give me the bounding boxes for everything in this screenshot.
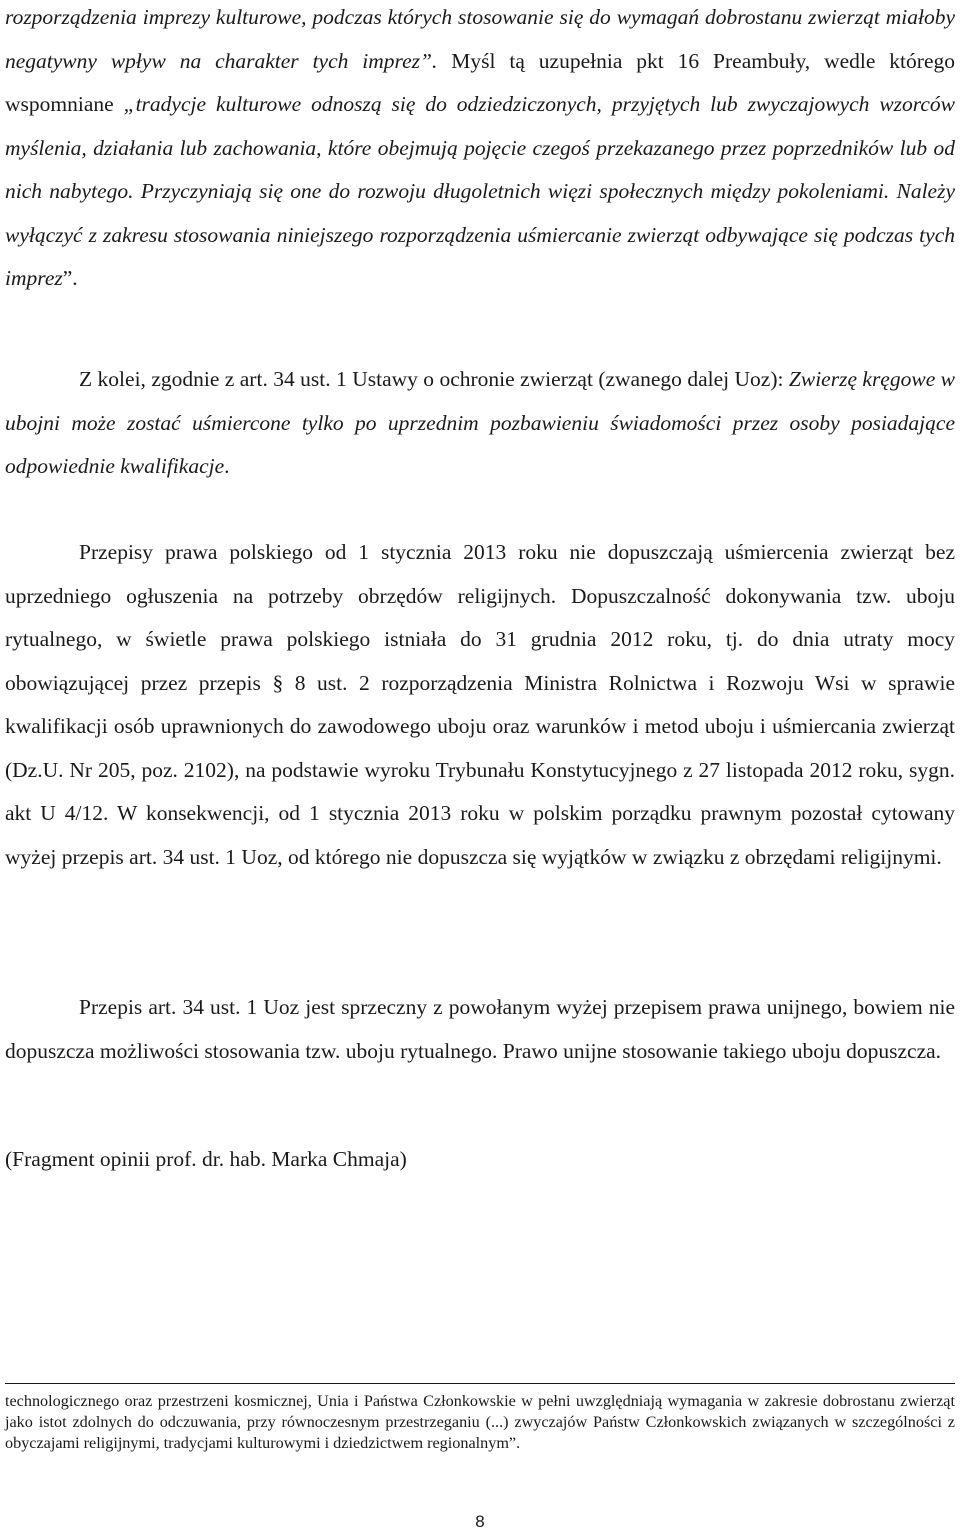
- footnote-text: technologicznego oraz przestrzeni kosmicznej, Unia i Państwa Członkowskie w pełni uwzględniają wymagania w zakresie dobrostanu zwierząt jako istot zdolnych do odczuwania, przy równoczesnym przestrzeganiu (...) zwyczajów Państw Członkowskich związanych w szczególności z obyczajami religijnymi, tradycjami kulturowymi i dziedzictwem regionalnym”.: [5, 1392, 955, 1452]
- body-text: .: [224, 454, 230, 478]
- paragraph-uoz-article: [5, 358, 955, 489]
- paragraph-conflict: [5, 986, 955, 1073]
- italic-quote-text: Zwierzę kręgowe w ubojni może zostać uśmiercone tylko po uprzednim pozbawieniu świadomości przez osoby posiadające odpowiednie kwalifikacje: [5, 367, 955, 478]
- italic-quote-text: „tradycje kulturowe odnoszą się do odziedziczonych, przyjętych lub zwyczajowych wzorców myślenia, działania lub zachowania, które obejmują pojęcie czegoś przekazanego przez poprzedników lub od nich nabytego. Przyczyniają się one do rozwoju długoletnich więzi społecznych między pokoleniami. Należy wyłączyć z zakresu stosowania niniejszego rozporządzenia uśmiercanie zwierząt odbywające się podczas tych imprez: [5, 92, 955, 290]
- body-text: Przepisy prawa polskiego od 1 stycznia 2013 roku nie dopuszczają uśmiercenia zwierząt bez uprzedniego ogłuszenia na potrzeby obrzędów religijnych. Dopuszczalność dokonywania tzw. uboju rytualnego, w świetle prawa polskiego istniała do 31 grudnia 2012 roku, tj. do dnia utraty mocy obowiązującej przez przepis § 8 ust. 2 rozporządzenia Ministra Rolnictwa i Rozwoju Wsi w sprawie kwalifikacji osób uprawnionych do zawodowego uboju oraz warunków i metod uboju i uśmiercania zwierząt (Dz.U. Nr 205, poz. 2102), na podstawie wyroku Trybunału Konstytucyjnego z 27 listopada 2012 roku, sygn. akt U 4/12. W konsekwencji, od 1 stycznia 2013 roku w polskim porządku prawnym pozostał cytowany wyżej przepis art. 34 ust. 1 Uoz, od którego nie dopuszcza się wyjątków w związku z obrzędami religijnymi.: [5, 540, 955, 869]
- footnote-separator: [5, 1383, 955, 1384]
- paragraph-preamble-quote: [5, 0, 955, 301]
- body-text: Myśl tą uzupełnia pkt 16 Preambuły, wedle którego wspomniane: [5, 48, 955, 116]
- body-text: Przepis art. 34 ust. 1 Uoz jest sprzeczny z powołanym wyżej przepisem prawa unijnego, bowiem nie dopuszcza możliwości stosowania tzw. uboju rytualnego. Prawo unijne stosowanie takiego uboju dopuszcza.: [5, 995, 955, 1063]
- paragraph-source-note: (Fragment opinii prof. dr. hab. Marka Chmaja): [5, 1147, 407, 1171]
- page-number: 8: [475, 1512, 485, 1531]
- body-text: ”.: [62, 266, 78, 290]
- italic-quote-text: rozporządzenia imprezy kulturowe, podczas których stosowanie się do wymagań dobrostanu zwierząt miałoby negatywny wpływ na charakter tych imprez”.: [5, 5, 955, 73]
- paragraph-polish-law: [5, 531, 955, 879]
- body-text: Z kolei, zgodnie z art. 34 ust. 1 Ustawy o ochronie zwierząt (zwanego dalej Uoz):: [79, 367, 789, 391]
